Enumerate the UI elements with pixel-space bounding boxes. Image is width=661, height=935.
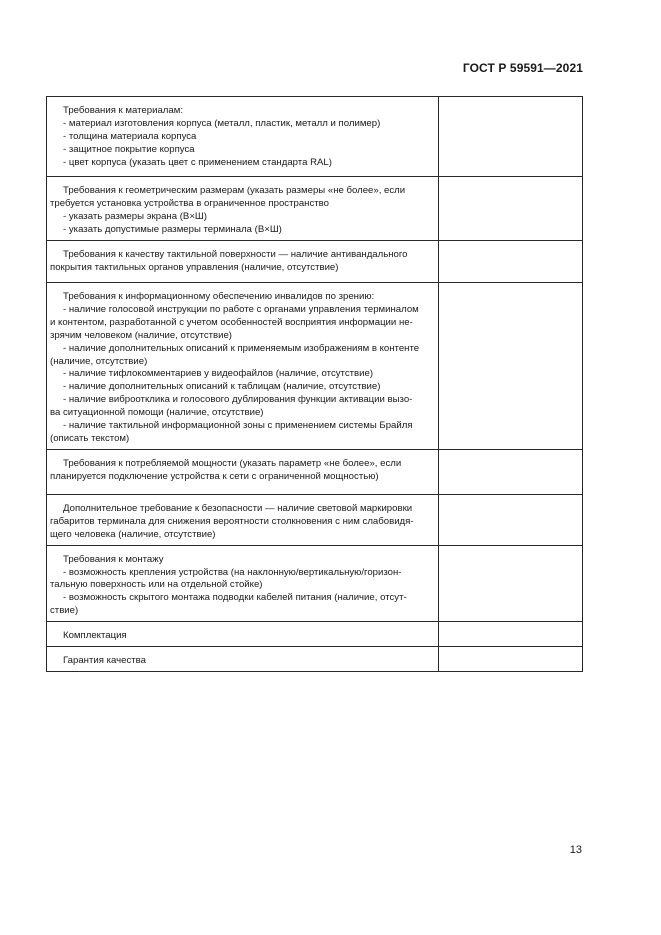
requirement-line: тальную поверхность или на отдельной стойке): [50, 579, 263, 591]
requirement-line: зрячим человеком (наличие, отсутствие): [50, 329, 232, 341]
requirement-cell: [47, 449, 439, 494]
page-number: 13: [569, 844, 582, 856]
requirement-line: - защитное покрытие корпуса: [63, 143, 195, 155]
requirement-line: - наличие виброотклика и голосового дублирования функции активации вызо-: [63, 394, 413, 406]
requirement-line: и контентом, разработанной с учетом особенностей восприятия информации не-: [50, 316, 413, 328]
requirement-line: Требования к потребляемой мощности (указать параметр «не более», если: [63, 457, 402, 469]
requirement-line: покрытия тактильных органов управления (наличие, отсутствие): [50, 261, 339, 273]
requirement-line: - наличие тифлокомментариев у видеофайлов (наличие, отсутствие): [63, 368, 374, 380]
requirement-line: Требования к материалам:: [63, 105, 183, 116]
requirement-line: габаритов терминала для снижения вероятности столкновения с ним слабовидя-: [50, 515, 414, 527]
requirement-line: Требования к качеству тактильной поверхности — наличие антивандального: [63, 249, 408, 260]
requirement-cell: [47, 545, 439, 622]
table-row: [47, 283, 583, 450]
requirement-line: планируется подключение устройства к сети с ограниченной мощностью): [50, 470, 379, 482]
table-row: [47, 622, 583, 647]
value-cell: [439, 241, 583, 283]
requirement-cell: [47, 494, 439, 545]
value-cell: [439, 97, 583, 177]
requirement-line: ствие): [50, 605, 79, 617]
requirement-line: - возможность скрытого монтажа подводки кабелей питания (наличие, отсут-: [63, 592, 407, 604]
requirement-line: - наличие голосовой инструкции по работе с органами управления терминалом: [63, 303, 419, 315]
table-row: [47, 449, 583, 494]
value-cell: [439, 647, 583, 672]
requirement-cell: [47, 647, 439, 672]
requirement-line: Требования к монтажу: [63, 553, 164, 565]
table-row: [47, 647, 583, 672]
requirements-table: [46, 96, 583, 672]
requirement-line: Гарантия качества: [63, 655, 146, 667]
requirement-line: - указать размеры экрана (В×Ш): [63, 210, 207, 222]
value-cell: [439, 177, 583, 241]
requirement-line: - возможность крепления устройства (на наклонную/вертикальную/горизон-: [63, 566, 402, 578]
value-cell: [439, 494, 583, 545]
table-row: [47, 241, 583, 283]
requirement-line: - указать допустимые размеры терминала (В×Ш): [63, 223, 282, 235]
requirement-line: - толщина материала корпуса: [63, 130, 197, 142]
value-cell: [439, 449, 583, 494]
table-row: [47, 545, 583, 622]
requirement-line: Требования к геометрическим размерам (указать размеры «не более», если: [63, 185, 406, 196]
requirement-line: (наличие, отсутствие): [50, 355, 148, 367]
requirement-line: Комплектация: [63, 630, 127, 642]
requirement-line: ва ситуационной помощи (наличие, отсутствие): [50, 407, 264, 419]
requirement-line: - материал изготовления корпуса (металл, пластик, металл и полимер): [63, 117, 381, 129]
requirement-cell: [47, 97, 439, 177]
requirement-line: - цвет корпуса (указать цвет с применением стандарта RAL): [63, 156, 332, 168]
table-row: [47, 494, 583, 545]
table-row: [47, 97, 583, 177]
requirement-line: щего человека (наличие, отсутствие): [50, 528, 216, 540]
value-cell: [439, 283, 583, 450]
requirement-line: Требования к информационному обеспечению инвалидов по зрению:: [63, 291, 375, 302]
requirement-line: (описать текстом): [50, 432, 130, 444]
requirement-line: - наличие дополнительных описаний к применяемым изображениям в контенте: [63, 342, 420, 354]
requirement-line: требуется установка устройства в ограниченное пространство: [50, 197, 329, 209]
requirement-cell: [47, 177, 439, 241]
requirement-line: - наличие дополнительных описаний к таблицам (наличие, отсутствие): [63, 381, 381, 393]
value-cell: [439, 622, 583, 647]
document-standard-header: ГОСТ Р 59591—2021: [462, 61, 583, 75]
requirement-cell: [47, 622, 439, 647]
requirement-cell: [47, 241, 439, 283]
table-row: [47, 177, 583, 241]
requirement-cell: [47, 283, 439, 450]
requirement-line: Дополнительное требование к безопасности — наличие световой маркировки: [63, 502, 413, 514]
requirement-line: - наличие тактильной информационной зоны с применением системы Брайля: [63, 420, 413, 432]
value-cell: [439, 545, 583, 622]
